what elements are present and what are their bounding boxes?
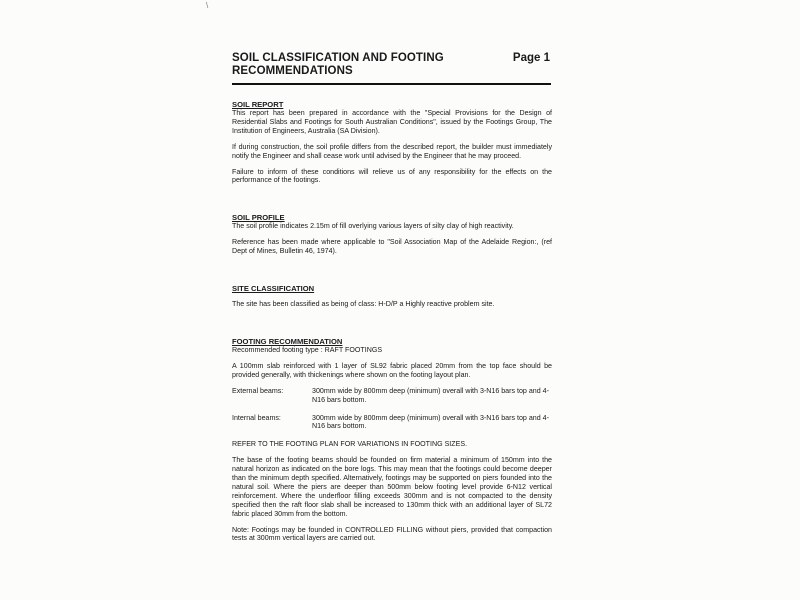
footing-paragraph-2: The base of the footing beams should be founded on firm material a minimum of 150mm into the natural horizon as indicated on the bore logs. This may mean that the footings could become deeper than the minimum depth specified. Alternatively, footings may be supported on piers founded into the natural soil. Where the piers are deeper than 500mm below footing level provide 6-N12 vertical reinforcement. Where the underfloor filling exceeds 300mm and is not compacted to the density specified then the raft floor slab shall be increased to 130mm thick with an additional layer of SL72 fabric placed 30mm from the bottom. [232, 456, 552, 518]
site-classification-paragraph: The site has been classified as being of class: H-D/P a Highly reactive problem site. [232, 300, 495, 309]
site-classification-section [232, 284, 552, 309]
soil-profile-heading: SOIL PROFILE [232, 213, 285, 223]
page-header [232, 52, 550, 78]
page-number: Page 1 [512, 52, 550, 64]
footing-note: Note: Footings may be founded in CONTROLLED FILLING without piers, provided that compaction tests at 300mm vertical layers are carried out. [232, 525, 552, 543]
footing-refer-line: REFER TO THE FOOTING PLAN FOR VARIATIONS IN FOOTING SIZES. [232, 440, 468, 449]
internal-beams-text: 300mm wide by 800mm deep (minimum) overall with 3-N16 bars top and 4-N16 bars bottom. [312, 413, 549, 431]
soil-report-paragraph-2: If during construction, the soil profile differs from the described report, the builder must immediately notify the Engineer and shall cease work until advised by the Engineer that he may proceed. [232, 142, 552, 160]
internal-beams-row [232, 414, 552, 432]
site-classification-heading: SITE CLASSIFICATION [232, 284, 315, 294]
soil-report-paragraph-3: Failure to inform of these conditions will relieve us of any responsibility for the effects on the performance of the footings. [232, 167, 552, 185]
document-body [232, 100, 552, 543]
external-beams-text: 300mm wide by 800mm deep (minimum) overall with 3-N16 bars top and 4-N16 bars bottom. [312, 386, 549, 404]
footing-recommendation-heading: FOOTING RECOMMENDATION [232, 336, 343, 346]
external-beams-row [232, 387, 552, 405]
soil-report-section [232, 100, 552, 185]
soil-report-heading: SOIL REPORT [232, 100, 284, 109]
footing-type-line: Recommended footing type : RAFT FOOTINGS [232, 345, 383, 354]
internal-beams-label: Internal beams: [232, 413, 281, 422]
external-beams-label: External beams: [232, 386, 284, 395]
document-title: SOIL CLASSIFICATION AND FOOTING RECOMMENDATIONS [232, 52, 444, 77]
scan-speck: \ [206, 1, 209, 10]
header-rule [232, 83, 551, 85]
footing-paragraph-1: A 100mm slab reinforced with 1 layer of SL92 fabric placed 20mm from the top face should be provided generally, with thickenings where shown on the footing layout plan. [232, 361, 552, 379]
soil-profile-paragraph-2: Reference has been made where applicable to "Soil Association Map of the Adelaide Region:, (ref Dept of Mines, Bulletin 46, 1974). [232, 238, 552, 256]
soil-report-paragraph-1: This report has been prepared in accordance with the "Special Provisions for the Design of Residential Slabs and Footings for South Australian Conditions", issued by the Footings Group, The Institution of Engineers, Australia (SA Division). [232, 109, 552, 135]
soil-profile-paragraph-1: The soil profile indicates 2.15m of fill overlying various layers of silty clay of high reactivity. [232, 222, 514, 231]
footing-recommendation-section [232, 337, 552, 543]
soil-profile-section [232, 213, 552, 256]
